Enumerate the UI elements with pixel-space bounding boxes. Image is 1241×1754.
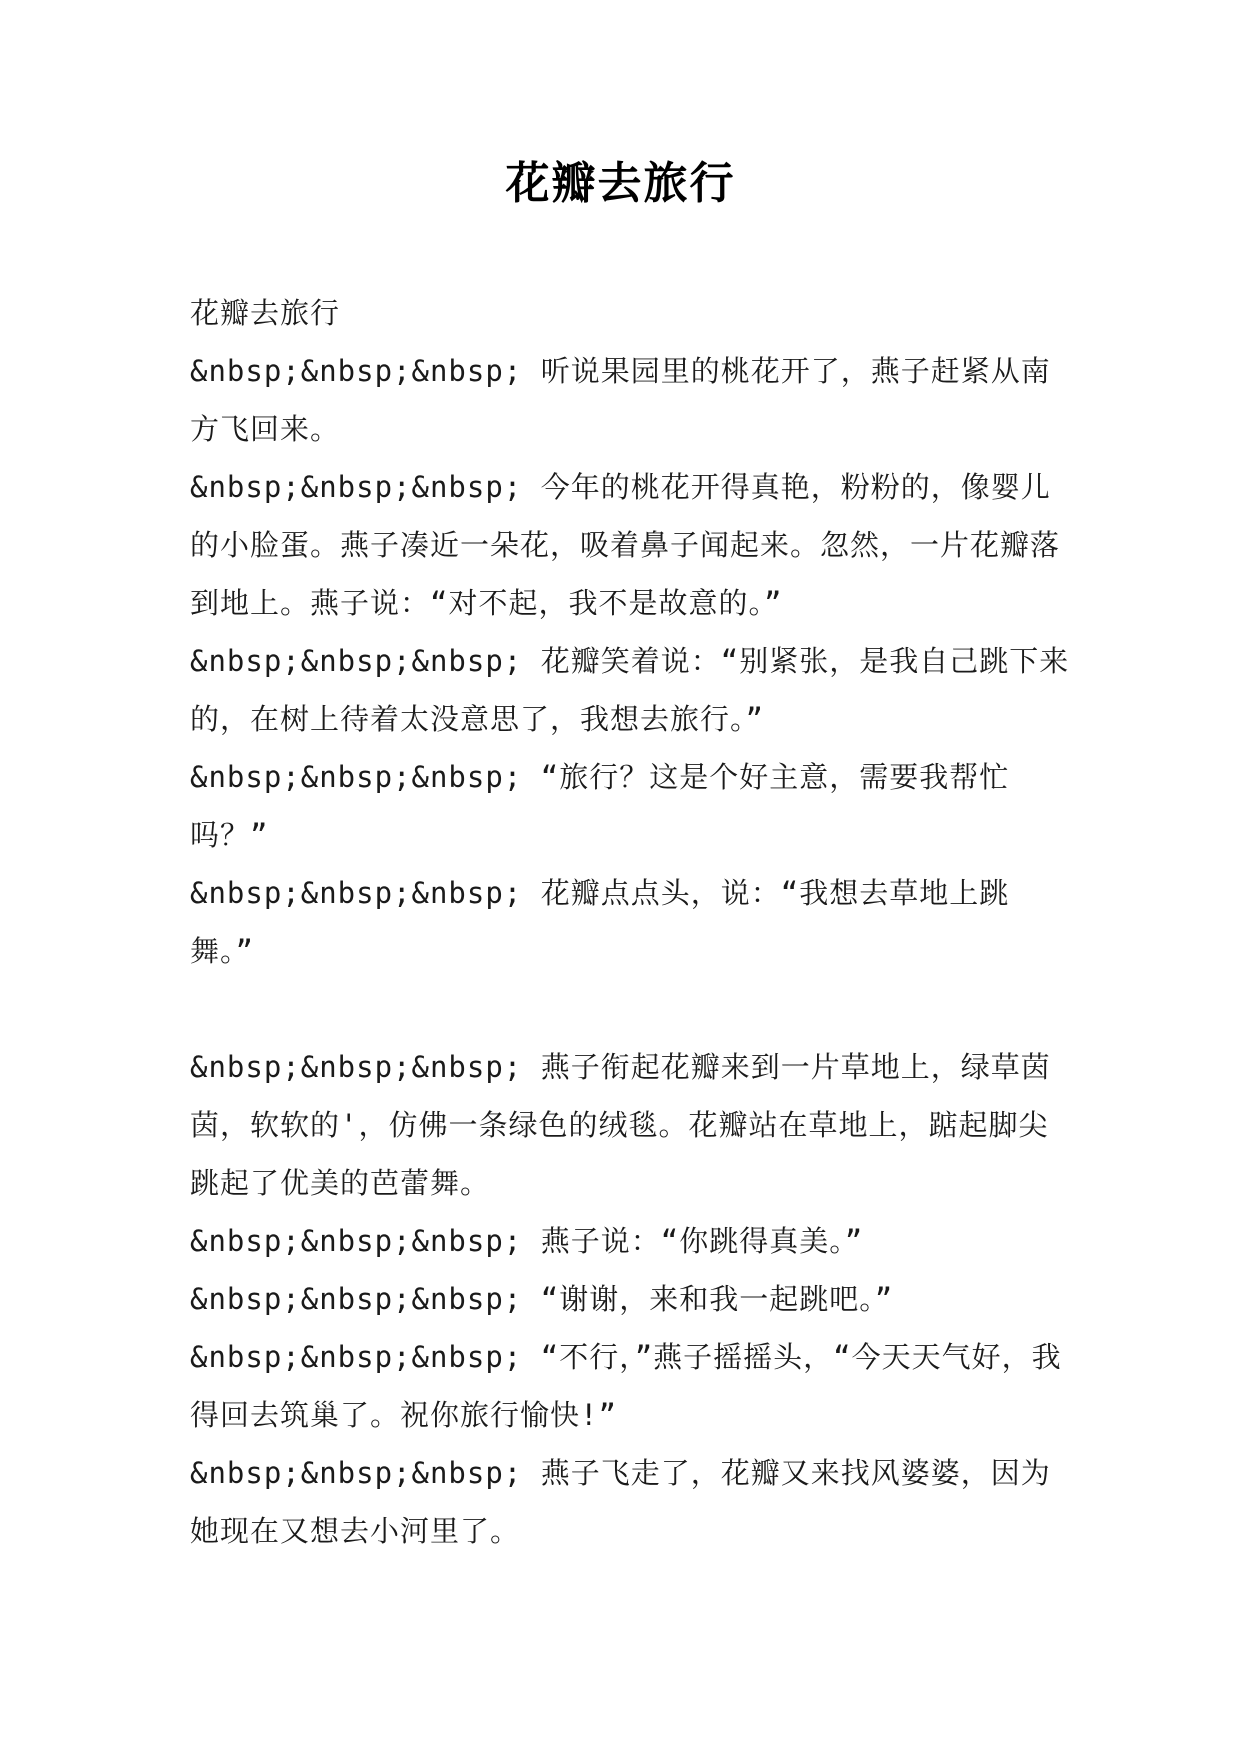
paragraph: &nbsp;&nbsp;&nbsp; 花瓣笑着说：“别紧张，是我自己跳下来的，在树上待着太没意思了，我想去旅行。” [190, 644, 1070, 736]
paragraph: &nbsp;&nbsp;&nbsp; “不行，”燕子摇摇头，“今天天气好，我得回去筑巢了。祝你旅行愉快!” [190, 1340, 1062, 1432]
paragraph: &nbsp;&nbsp;&nbsp; 花瓣点点头，说：“我想去草地上跳舞。” [190, 876, 1010, 968]
paragraph: &nbsp;&nbsp;&nbsp; 听说果园里的桃花开了，燕子赶紧从南方飞回来。 [190, 354, 1051, 446]
page-title: 花瓣去旅行 [505, 158, 736, 209]
paragraph: &nbsp;&nbsp;&nbsp; “旅行？这是个好主意，需要我帮忙吗？” [190, 760, 1010, 852]
paragraph: &nbsp;&nbsp;&nbsp; 燕子飞走了，花瓣又来找风婆婆，因为她现在又想去小河里了。 [190, 1456, 1051, 1548]
document-body [190, 284, 1070, 1560]
paragraph: &nbsp;&nbsp;&nbsp; “谢谢，来和我一起跳吧。” [190, 1282, 894, 1316]
blank-line [190, 980, 1070, 1038]
paragraph: &nbsp;&nbsp;&nbsp; 燕子衔起花瓣来到一片草地上，绿草茵茵，软软的'，仿佛一条绿色的绒毯。花瓣站在草地上，踮起脚尖跳起了优美的芭蕾舞。 [190, 1050, 1051, 1200]
paragraph: &nbsp;&nbsp;&nbsp; 今年的桃花开得真艳，粉粉的，像婴儿的小脸蛋。燕子凑近一朵花，吸着鼻子闻起来。忽然，一片花瓣落到地上。燕子说：“对不起，我不是故意的。” [190, 470, 1061, 620]
paragraph-subtitle: 花瓣去旅行 [190, 296, 341, 330]
paragraph: &nbsp;&nbsp;&nbsp; 燕子说：“你跳得真美。” [190, 1224, 864, 1258]
